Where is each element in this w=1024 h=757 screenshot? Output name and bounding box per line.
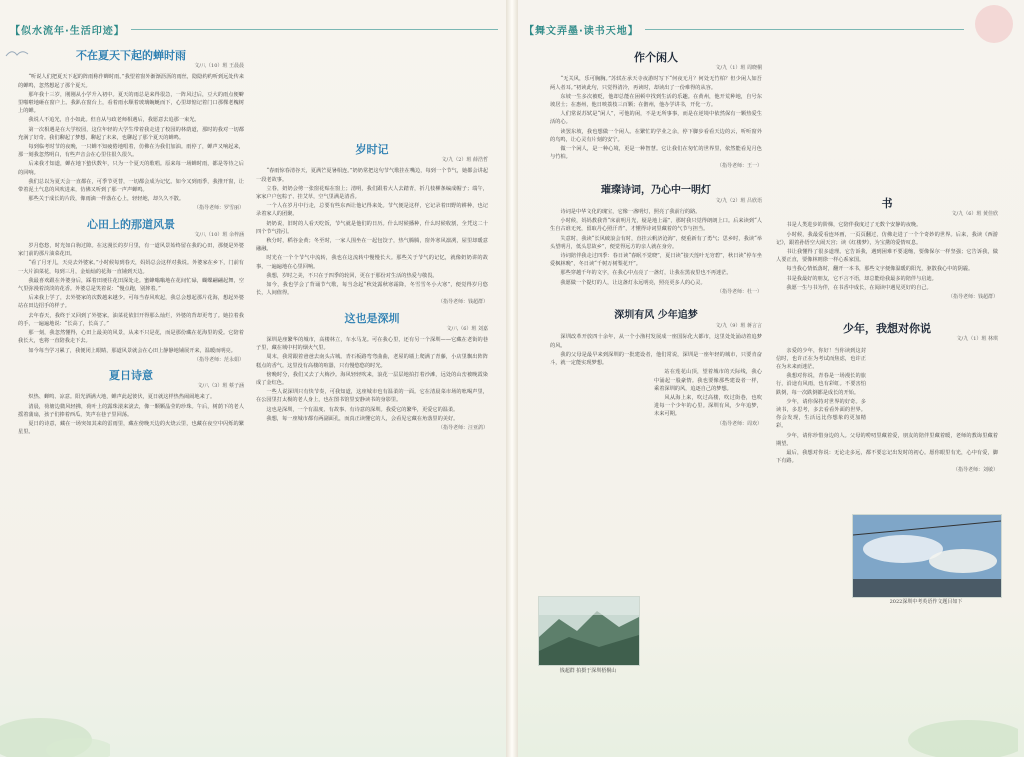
paragraph: 少年，请你珍惜身边的人。父母的唠叨里藏着爱，朋友的陪伴里藏着暖，老师的教诲里藏着期望。 [776,432,998,447]
paragraph: 如今每当学习累了，我便闭上眼睛，那道风景就会在心田上静静地铺展开来，温暖而明亮。 [28,347,236,354]
article-title: 不在夏天下起的蝉时雨 [76,49,186,62]
paragraph: 深圳是座繁华的城市，高楼林立，车水马龙。可在我心里，还有另一个深圳——它藏在老街的巷子里，藏在城中村的烟火气里。 [256,337,488,352]
left-page-column-2 [256,46,488,752]
right-page-column-2 [776,46,998,752]
left-page-column-1 [18,46,244,752]
paragraph: 我最喜欢跟在外婆身后，踩着田埂往花田深处走。蜜蜂嗡嗡地在花间忙碌，蝴蝶翩翩起舞，空气里弥漫着淡淡的花香。外婆总是笑着说：“慢点跑，别摔着。” [18,277,244,293]
photo-caption: 2022深圳中考英语作文题目如下 [889,599,963,605]
paragraph: “无关风，乐可胸胸。”苏轼在承天寺夜游时写下“何夜无月？何处无竹柏？但少闲人如吾两人者耳。”初读此句，只觉得清冷，再读时，却读出了一份难得的从容。 [550,76,762,91]
left-page [0,0,506,757]
article-byline: 文/九（1）班 周晓桐 [715,65,762,72]
paragraph: 如今，我也学会了背诵节气歌，每当念起“秋处露秋寒霜降，冬雪雪冬小大寒”，便觉得岁月悠长，人间值得。 [256,282,488,297]
teacher-credit: （指导老师：刘敏） [952,467,998,474]
paragraph: 奶奶说，旧时的人看天吃饭，节气就是他们的日历。什么时候播种，什么时候收割，全凭这二十四个节气指引。 [256,220,488,235]
paragraph: 书让我懂得了很多道理。它告诉我，遇到困难不要退缩，要像保尔一样坚强；它告诉我，做人要正直，要像林则徐一样心系家国。 [776,249,998,264]
article-byline: 文/八（6）班 刘嘉 [446,325,488,332]
page-gutter [506,0,518,757]
paragraph: 人们常说苏轼是“闲人”，可他的闲，不是无所事事，而是在逆境中依然保有一颗热爱生活的心。 [550,111,762,126]
lotus-leaf-illustration [0,680,110,757]
article-byline: 文/九（1）班 林琪 [956,336,998,343]
sky-photo [852,514,1002,598]
paragraph: 每当我心情低落时，翻开一本书，那些文字便像温暖的阳光，驱散我心中的阴霾。 [786,266,974,273]
paragraph: 那一刻，我忽然懂得，心田上最美的风景，从来不只是花，而是那份藏在花海里的爱。它陪着我长大，也将一直陪我走下去。 [18,330,244,345]
paragraph: 每到临考时节的夜晚，一只蝉不知疲倦地唱着，仿佛在为我们加油。雨停了，蝉声又响起来，那一刻我忽然明白，有些声音会在心里住很久很久。 [18,144,244,159]
paragraph: 我说人不追光，自小如此。但自从与政老师相遇后，我愿意去追那一束光。 [28,117,200,124]
teacher-credit: （指导老师：钱超群） [437,299,488,306]
paragraph: 立春，奶奶会剪一张窗花贴在窗上；清明，我们跟着大人去踏青，折几枝柳条编成帽子；端午，家家户户包粽子、挂艾草，空气里满是清香。 [256,185,488,201]
photo-caption: 钱超群 拍摄于深圳梧桐山 [559,668,617,674]
left-banner [10,20,498,38]
paragraph: “听说人们把夏天下起的阵雨称作蝉时雨。”我望着窗外渐渐沥沥的雨丝，隐隐约约听到远处传来的蝉鸣，忽然想起了那个夏天。 [18,74,244,89]
paragraph: 小时候，我最爱看连环画，一页页翻过，仿佛走进了一个个奇妙的世界。后来，我读《西游记》，跟着孙悟空大闹天宫；读《红楼梦》，为宝黛的爱情叹息。 [776,231,998,246]
teacher-credit: （指导老师：汪亚鸽） [437,425,488,432]
paragraph: 我的父母是最早来到深圳的一批建设者，他们常说，深圳是一座年轻的城市，只要肯奋斗，就一定能实现梦想。 [550,351,762,367]
paragraph: 亲爱的少年，你好！当你读到这封信时，也许正在为考试而焦虑，也许正在为未来而迷茫。 [776,347,866,371]
paragraph: 站在莲花山顶，望着城市的天际线，我心中涌起一股豪情。我也要像那些建设者一样，乘着深圳的风，追逐自己的梦想。 [654,369,762,392]
paragraph: 诗词是中华文化的瑰宝，它像一盏明灯，照亮了我前行的路。 [560,209,701,216]
paragraph: 读罢东坡，我也想做一个闲人。在繁忙的学业之余，停下脚步看看天边的云，听听窗外的鸟鸣，让心灵有片刻的安宁。 [550,128,762,143]
paragraph: 失意时，我读“长风破浪会有时，直挂云帆济沧海”，便重新有了勇气；思乡时，我读“举头望明月，低头思故乡”，便觉得远方的亲人就在身旁。 [550,235,762,250]
paragraph: 一个人在岁月中行走，总要有些东西让他记得来处。节气便是这样，它记录着田野的耕种，也记录着家人的团聚。 [256,203,488,218]
paragraph: 一些人说深圳只有快节奏，可我知道，这座城市也有温柔的一面。它在清晨菜市场的吆喝声里，在公园里打太极的老人身上，也在图书馆里安静读书的身影里。 [256,389,488,404]
article-title: 这也是深圳 [344,311,400,325]
paragraph: 第一次相遇是在大学校园，这位年轻的大学生带着我走进了校园的林荫道，那时的我对一切都充满了好奇。我们聊起了梦想，聊起了未来，也聊起了那个夏天的蝉鸣。 [18,126,244,141]
paragraph: 炽热、蝉鸣、凉意。阳光洒满大地，蝉声此起彼伏，夏日就这样热热闹闹地来了。 [28,394,216,401]
sun-illustration [964,4,1020,48]
paragraph: 傍晚时分，我们又去了大梅沙。海风轻轻吹来，浪花一层层地拍打着沙滩，远处的山峦被晚霞染成了金红色。 [256,371,488,387]
teacher-credit: （指导老师：杜一） [716,288,762,295]
paragraph: 后来我才知道，蝉在地下蛰伏数年，只为一个夏天的歌唱。原来每一场蝉时雨，都是等待之后的回响。 [18,161,244,176]
paragraph: 秋分时，稻谷金黄；冬至时，一家人围坐在一起包饺子，热气腾腾，窗外寒风凛冽，屋里却暖意融融。 [256,238,488,253]
left-banner-title: 【似水流年·生活印迹】 [10,25,125,37]
paragraph: 岁月悠悠，时光如白驹过隙。在这漫长的岁月里，有一道风景始终留在我的心田，那便是外婆家门前的那片油菜花田。 [18,243,244,258]
article-title: 少年，我想对你说 [843,322,931,336]
paragraph: 我愿做一个提灯的人，让这盏灯永远明亮，照亮更多人的心灵。 [560,279,706,286]
paragraph: 这也是深圳，一个有温度、有故事、有诗意的深圳。我爱它的繁华，更爱它的温柔。 [266,406,459,413]
paragraph: 那年我十三岁，刚刚从小学升入初中。夏天的雨总是来得很急，一阵风过后，豆大的雨点便噼里啪啦地砸在窗户上。我趴在窗台上，看着雨水顺着玻璃蜿蜒而下，心里却惦记着门口那棵老槐树上的蝉。 [18,91,244,115]
article-title: 璀璨诗词，乃心中一明灯 [601,184,711,196]
mountain-photo [538,596,640,666]
paragraph: 风从海上来，吹过高楼，吹过街巷，也吹进每一个少年的心里。深圳有风，少年追梦，未来可期。 [654,394,762,418]
article-byline: 文/八（10）班 余梓涵 [194,231,244,238]
paragraph: 书是我最好的朋友，它不言不语，却总能给我最多的陪伴与启迪。 [786,275,937,282]
paragraph: 后来我上学了，去外婆家的次数越来越少。可每当春风吹起，我总会想起那片花海，想起外婆站在田边招手的样子。 [18,295,244,310]
paragraph: “看了月牙儿，天亮去外婆家。”小时候每到春天，妈妈总会这样对我说。外婆家在乡下，门前有一大片油菜花，每到三月，金灿灿的花海一直铺到天边。 [18,260,244,275]
paragraph: 时光在一个个节气中流转，我也在这流转中慢慢长大。那些关于节气的记忆，就像奶奶讲的故事，一遍遍地在心里回响。 [256,255,488,270]
paragraph: 我愿一生与书为伴，在书香中成长，在阅读中遇见更好的自己。 [786,284,932,291]
paragraph: 那些穿越千年的文字，在我心中点亮了一盏灯，让我在黑夜里也不再迷茫。 [560,270,732,277]
paragraph: 周末，我常跟着爸爸去南头古城。青石板路弯弯曲曲，老屋的墙上爬满了青藤，小店里飘出阵阵糕点的香气。这里没有高楼的喧嚣，只有慢悠悠的时光。 [256,354,488,369]
paragraph: 深圳改革开放四十余年，从一个小渔村发展成一座国际化大都市，这里处处涌动着追梦的风。 [550,334,762,349]
right-banner [524,20,964,38]
paragraph: 我们总以为夏天会一直都在，可季节更替，一切都会成为记忆。如今又到雨季，我推开窗，让带着泥土气息的风吹进来，仿佛又听到了那一声声蝉鸣。 [18,178,244,194]
paragraph: 做一个闲人，是一种心境，更是一种智慧。它让我们在匆忙的世界里，依然能看见月色与竹柏。 [550,146,762,161]
article-byline: 文/九（6）班 黄佳欣 [951,211,998,218]
teacher-credit: （指导老师：范永娟） [193,356,244,363]
article-byline: 文/九（9）班 蒋言言 [715,323,762,330]
article-byline: 文/八（3）班 蔡子涵 [197,383,244,390]
paragraph: 书是人类进步的阶梯，它陪伴我度过了无数个安静的夜晚。 [786,222,922,229]
paragraph: 少年，请你保持对世界的好奇。多读书，多思考，多去看看外面的世界。你会发现，生活远比你想象的更加精彩。 [776,398,866,430]
paragraph: 我想，每一座城市都有两副面孔，而真正读懂它的人，会看见它藏在角落里的美好。 [266,415,459,422]
lotus-leaf-illustration [898,690,1018,757]
teacher-credit: （指导老师：钱超群） [947,294,998,301]
article-byline: 文/八（10）班 王晨晨 [194,63,244,70]
paragraph: 清晨，荷塘边微风轻拂，荷叶上的露珠滚来滚去，像一颗颗晶莹的珍珠。午后，树荫下的老人摇着蒲扇，孩子们捧着西瓜，笑声在巷子里回荡。 [18,403,244,418]
article-title: 心田上的那道风景 [87,217,175,231]
paragraph: 诗词陪伴我走过四季：春日读“春眠不觉晓”，夏日读“接天莲叶无穷碧”，秋日读“停车坐爱枫林晚”，冬日读“千树万树梨花开”。 [550,253,762,268]
paragraph: 夏日的诗意，藏在一场突如其来的雷雨里，藏在傍晚天边的火烧云里，也藏在夜空中闪烁的繁星里。 [18,420,244,436]
teacher-credit: （指导老师：周欢） [716,420,762,427]
paragraph: 小时候，妈妈教我背“床前明月光，疑是地上霜”，那时我只觉得朗朗上口。后来读到“人生自古谁无死，留取丹心照汗青”，才懂得诗词里藏着的气节与担当。 [550,218,762,233]
article-title: 书 [881,197,893,210]
article-title: 岁时记 [355,143,389,156]
article-title: 夏日诗意 [109,368,153,382]
article-byline: 文/九（2）班 吕欣语 [715,197,762,204]
article-title: 深圳有风 少年追梦 [614,310,698,322]
article-title: 作个闲人 [634,51,678,64]
paragraph: 我想对你说，青春是一场漫长的旅行，沿途有风雨，也有彩虹。不要害怕跌倒，每一次跌倒都是成长的开始。 [776,373,866,396]
paragraph: 我想，岁时之美，不只在于四季的轮回，更在于那份对生活的热爱与敬畏。 [266,272,438,279]
paragraph: 那些关于成长的片段，像雨滴一样落在心上，轻轻地，却久久不散。 [28,196,185,203]
right-banner-title: 【舞文弄墨·读书天地】 [524,25,639,37]
right-page [518,0,1024,757]
paragraph: “春雨惊春清谷天，夏满芒夏暑相连。”奶奶常把这句节气歌挂在嘴边，每到一个节气，她都会讲起一段老故事。 [256,168,488,183]
teacher-credit: （指导老师：罗雪丽） [193,205,244,212]
paragraph: 最后，我想对你说：无论走多远，都不要忘记出发时的初心。愿你眼里有光，心中有爱，脚下有路。 [776,450,998,465]
paragraph: 东坡一生多次被贬，他却总能在困顿中找到生活的乐趣。在黄州，他开荒种地，自号东坡居士；在惠州，他日啖荔枝三百颗；在儋州，他办学讲书，开化一方。 [550,93,762,109]
teacher-credit: （指导老师：王一） [716,163,762,170]
article-byline: 文/九（2）班 薛浩哲 [441,157,488,164]
paragraph: 去年春天，我终于又回到了外婆家。油菜花依旧开得那么灿烂，外婆的背却更弯了。她拉着我的手，一遍遍地说：“长高了，长高了。” [18,312,244,327]
